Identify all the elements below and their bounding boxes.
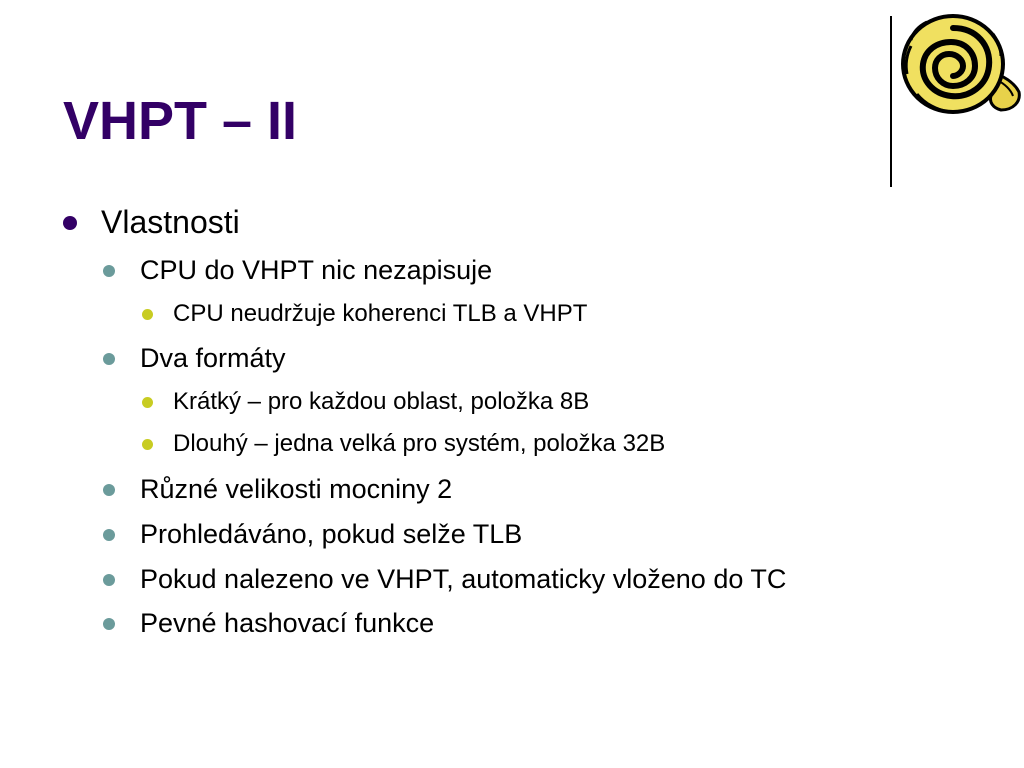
- bullet-text: Pokud nalezeno ve VHPT, automaticky vloženo do TC: [140, 564, 787, 594]
- bullet-text: Vlastnosti: [101, 204, 240, 240]
- bullet-dot-icon: [142, 397, 153, 408]
- bullet-text: CPU do VHPT nic nezapisuje: [140, 255, 493, 285]
- bullet-text: Dlouhý – jedna velká pro systém, položka 32B: [173, 430, 666, 457]
- bullet-text: Pevné hashovací funkce: [140, 608, 435, 638]
- bullet-dot-icon: [63, 216, 77, 230]
- bullet-dot-icon: [142, 309, 153, 320]
- bullet-dot-icon: [103, 484, 115, 496]
- bullet-item: [140, 518, 522, 550]
- bullet-dot-icon: [103, 618, 115, 630]
- bullet-dot-icon: [142, 439, 153, 450]
- bullet-text: Krátký – pro každou oblast, položka 8B: [173, 388, 590, 415]
- bullet-item: [140, 473, 452, 505]
- bullet-item: [140, 254, 492, 286]
- bullet-dot-icon: [103, 529, 115, 541]
- bullet-dot-icon: [103, 353, 115, 365]
- bullet-item: [140, 607, 434, 639]
- slide-title: VHPT – II: [63, 91, 298, 151]
- bullet-text: CPU neudržuje koherenci TLB a VHPT: [173, 300, 588, 327]
- bullet-item: [173, 430, 665, 458]
- bullet-item: [173, 388, 589, 416]
- bullet-item: [140, 342, 286, 374]
- bullet-text: Prohledáváno, pokud selže TLB: [140, 519, 523, 549]
- bullet-item: [101, 203, 240, 241]
- bullet-text: Různé velikosti mocniny 2: [140, 474, 453, 504]
- bullet-item: [140, 563, 786, 595]
- bullet-item: [173, 300, 587, 328]
- bullet-dot-icon: [103, 574, 115, 586]
- bullet-dot-icon: [103, 265, 115, 277]
- bullet-text: Dva formáty: [140, 343, 286, 373]
